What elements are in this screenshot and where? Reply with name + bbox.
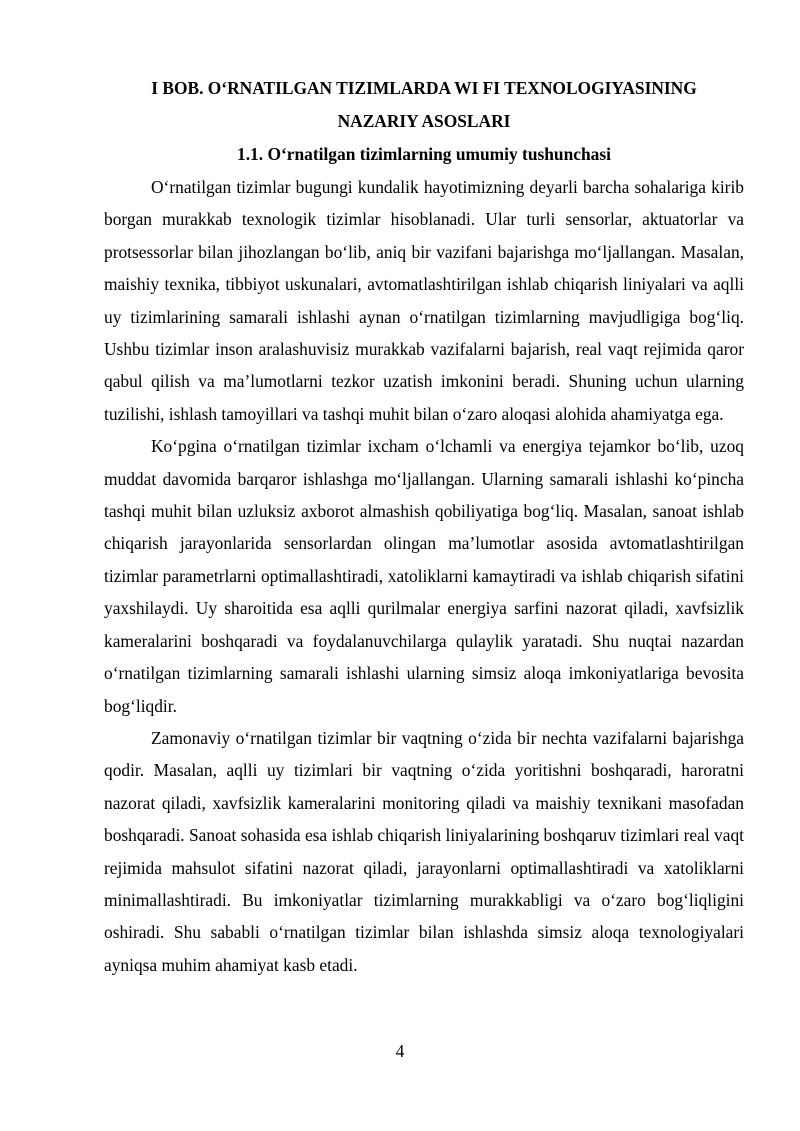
chapter-title-line-2: NAZARIY ASOSLARI [337, 111, 511, 131]
page-number: 4 [395, 1041, 405, 1061]
paragraph-2: Ko‘pgina o‘rnatilgan tizimlar ixcham o‘lchamli va energiya tejamkor bo‘lib, uzoq muddat davomida barqaror ishlashga mo‘ljallangan. Ularning samarali ishlashi ko‘pincha tashqi muhit bilan uzluksiz axborot almashish qobiliyatiga bog‘liq. Masalan, sanoat ishlab chiqarish jarayonlarida sensorlardan olingan ma’lumotlar asosida avtomatlashtirilgan tizimlar parametrlarni optimallashtiradi, xatoliklarni kamaytiradi va ishlab chiqarish sifatini yaxshilaydi. Uy sharoitida esa aqlli qurilmalar energiya sarfini nazorat qiladi, xavfsizlik kameralarini boshqaradi va foydalanuvchilarga qulaylik yaratadi. Shu nuqtai nazardan o‘rnatilgan tizimlarning samarali ishlashi ularning simsiz aloqa imkoniyatlariga bevosita bog‘liqdir. [104, 436, 744, 716]
chapter-title-line-1: I BOB. O‘RNATILGAN TIZIMLARDA WI FI TEXNOLOGIYASINING [151, 78, 697, 98]
section-title: 1.1. O‘rnatilgan tizimlarning umumiy tushunchasi [237, 144, 611, 164]
paragraph-3: Zamonaviy o‘rnatilgan tizimlar bir vaqtning o‘zida bir nechta vazifalarni bajarishga qodir. Masalan, aqlli uy tizimlari bir vaqtning o‘zida yoritishni boshqaradi, haroratni nazorat qiladi, xavfsizlik kameralarini monitoring qiladi va maishiy texnikani masofadan boshqaradi. Sanoat sohasida esa ishlab chiqarish liniyalarining boshqaruv tizimlari real vaqt rejimida mahsulot sifatini nazorat qiladi, jarayonlarni optimallashtiradi va xatoliklarni minimallashtiradi. Bu imkoniyatlar tizimlarning murakkabligi va o‘zaro bog‘liqligini oshiradi. Shu sababli o‘rnatilgan tizimlar bilan ishlashda simsiz aloqa texnologiyalari ayniqsa muhim ahamiyat kasb etadi. [104, 727, 744, 975]
document-page [104, 72, 744, 981]
paragraph-1: O‘rnatilgan tizimlar bugungi kundalik hayotimizning deyarli barcha sohalariga kirib borgan murakkab texnologik tizimlar hisoblanadi. Ular turli sensorlar, aktuatorlar va protsessorlar bilan jihozlangan bo‘lib, aniq bir vazifani bajarishga mo‘ljallangan. Masalan, maishiy texnika, tibbiyot uskunalari, avtomatlashtirilgan ishlab chiqarish liniyalari va aqlli uy tizimlarining samarali ishlashi aynan o‘rnatilgan tizimlarning mavjudligiga bog‘liq. Ushbu tizimlar inson aralashuvisiz murakkab vazifalarni bajarish, real vaqt rejimida qaror qabul qilish va ma’lumotlarni tezkor uzatish imkonini beradi. Shuning uchun ularning tuzilishi, ishlash tamoyillari va tashqi muhit bilan o‘zaro aloqasi alohida ahamiyatga ega. [104, 177, 744, 424]
chapter-title [104, 72, 744, 138]
